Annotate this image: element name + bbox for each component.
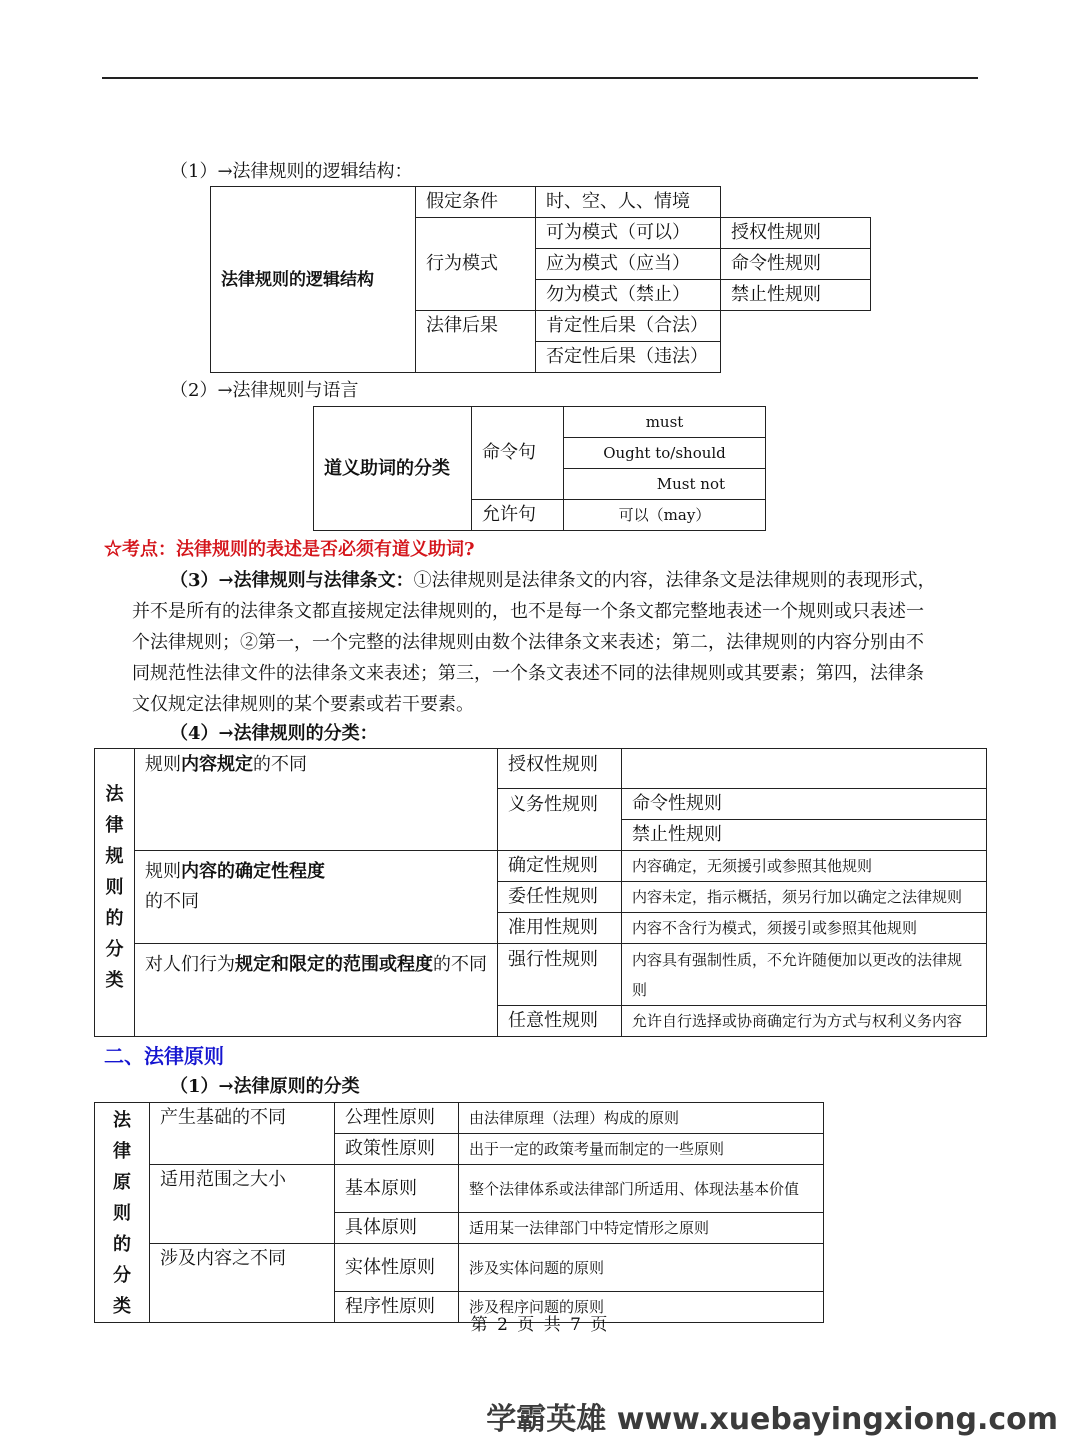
part2-title: 二、法律原则	[104, 1044, 224, 1068]
assumption-label: 假定条件	[416, 187, 536, 218]
principle-type: 政策性原则	[335, 1134, 459, 1165]
rule-desc: 内容不含行为模式，须援引或参照其他规则	[622, 913, 987, 944]
consequence-label: 法律后果	[416, 311, 536, 373]
rule-desc: 允许自行选择或协商确定行为方式与权利义务内容	[622, 1006, 987, 1037]
part2-heading: （1）→法律原则的分类	[170, 1076, 360, 1097]
behavior-mode: 勿为模式（禁止）	[536, 280, 721, 311]
type-command: 命令性规则	[622, 789, 987, 820]
assumption-detail: 时、空、人、情境	[536, 187, 721, 218]
page-number: 第 2 页 共 7 页	[470, 1315, 610, 1335]
permit-word: 可以（may）	[564, 500, 766, 531]
section4-heading: （4）→法律规则的分类：	[170, 723, 378, 744]
principle-desc: 出于一定的政策考量而制定的一些原则	[459, 1134, 824, 1165]
rule-side-title: 法 律 规 则 的 分 类	[95, 749, 135, 1037]
principle-desc: 由法律原理（法理）构成的原则	[459, 1103, 824, 1134]
permit-label: 允许句	[472, 500, 564, 531]
principle-criterion: 涉及内容之不同	[150, 1244, 335, 1323]
empty-cell	[622, 749, 987, 789]
section3-line: 并不是所有的法律条文都直接规定法律规则的，也不是每一个条文都完整地表述一个规则或只表述一	[132, 601, 924, 622]
principle-criterion: 产生基础的不同	[150, 1103, 335, 1165]
rule-desc: 内容未定，指示概括，须另行加以确定之法律规则	[622, 882, 987, 913]
principle-desc: 整个法律体系或法律部门所适用、体现法基本价值	[459, 1165, 824, 1213]
rule-classification-table	[94, 748, 987, 1037]
behavior-type: 命令性规则	[721, 249, 871, 280]
principle-desc: 适用某一法律部门中特定情形之原则	[459, 1213, 824, 1244]
section2-heading: （2）→法律规则与语言	[170, 380, 359, 401]
principle-type: 基本原则	[335, 1165, 459, 1213]
principle-type: 具体原则	[335, 1213, 459, 1244]
watermark: 学霸英雄 www.xuebayingxiong.com	[486, 1402, 1058, 1437]
rule-type: 任意性规则	[498, 1006, 622, 1037]
principle-type: 程序性原则	[335, 1292, 459, 1323]
principle-type: 公理性原则	[335, 1103, 459, 1134]
logic-structure-table	[210, 186, 871, 373]
command-word: Ought to/should	[564, 438, 766, 469]
rule-type: 确定性规则	[498, 851, 622, 882]
modal-title: 道义助词的分类	[314, 407, 472, 531]
principle-desc: 涉及实体问题的原则	[459, 1244, 824, 1292]
type-authorizing: 授权性规则	[498, 749, 622, 789]
table-title: 法律规则的逻辑结构	[211, 187, 416, 373]
consequence-row: 否定性后果（违法）	[536, 342, 721, 373]
section3-paragraph	[132, 565, 962, 596]
behavior-mode: 可为模式（可以）	[536, 218, 721, 249]
rule-desc: 内容确定，无须援引或参照其他规则	[622, 851, 987, 882]
rule-type: 准用性规则	[498, 913, 622, 944]
principle-criterion: 适用范围之大小	[150, 1165, 335, 1244]
consequence-row: 肯定性后果（合法）	[536, 311, 721, 342]
behavior-label: 行为模式	[416, 218, 536, 311]
type-prohibit: 禁止性规则	[622, 820, 987, 851]
section3-text: ①法律规则是法律条文的内容，法律条文是法律规则的表现形式，	[413, 570, 936, 591]
header-rule	[102, 77, 978, 79]
rule-type: 委任性规则	[498, 882, 622, 913]
section3-line: 个法律规则；②第一，一个完整的法律规则由数个法律条文来表述；第二，法律规则的内容分别由不	[132, 632, 924, 653]
principle-type: 实体性原则	[335, 1244, 459, 1292]
criterion-certainty: 规则内容的确定性程度 的不同	[135, 851, 498, 944]
principle-side-title: 法律 原则 的分 类	[95, 1103, 150, 1323]
rule-type: 强行性规则	[498, 944, 622, 1006]
exam-point: ☆考点：法律规则的表述是否必须有道义助词?	[104, 539, 475, 560]
criterion-scope: 对人们行为规定和限定的范围或程度的不同	[135, 944, 498, 1037]
rule-desc: 内容具有强制性质，不允许随便加以更改的法律规 则	[622, 944, 987, 1006]
command-label: 命令句	[472, 407, 564, 500]
section3-heading: （3）→法律规则与法律条文：	[170, 570, 414, 591]
behavior-type: 禁止性规则	[721, 280, 871, 311]
behavior-type: 授权性规则	[721, 218, 871, 249]
principle-classification-table	[94, 1102, 824, 1323]
section3-line: 同规范性法律文件的法律条文来表述；第三，一个条文表述不同的法律规则或其要素；第四，法律条	[132, 663, 924, 684]
modal-words-table	[313, 406, 766, 531]
principle-desc: 涉及程序问题的原则	[459, 1292, 824, 1323]
section1-heading: （1）→法律规则的逻辑结构：	[170, 161, 413, 182]
type-duty: 义务性规则	[498, 789, 622, 851]
command-word: Must not	[564, 469, 766, 500]
criterion-content: 规则内容规定的不同	[135, 749, 498, 851]
behavior-mode: 应为模式（应当）	[536, 249, 721, 280]
section3-line: 文仅规定法律规则的某个要素或若干要素。	[132, 694, 474, 715]
command-word: must	[564, 407, 766, 438]
